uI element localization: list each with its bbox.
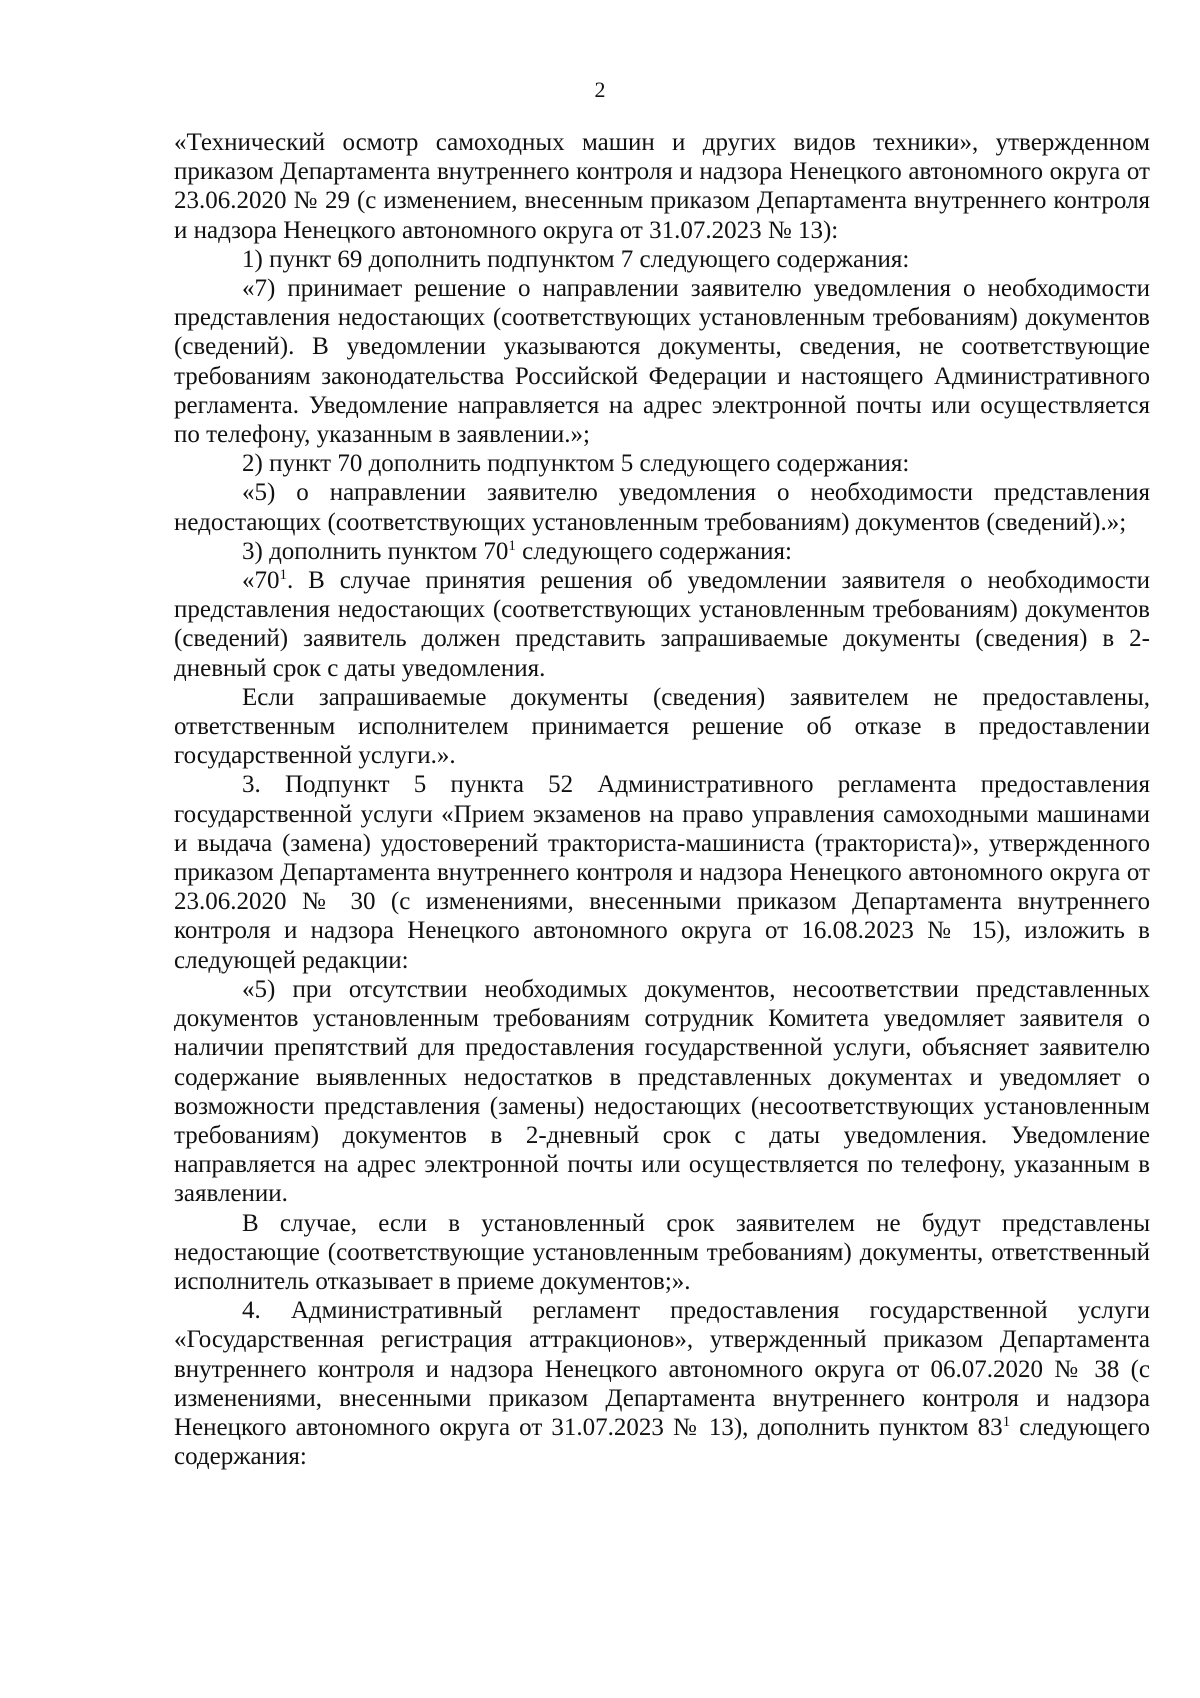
paragraph-text: 4. Административный регламент предоставления государственной услуги «Государственная регистрация аттракционов», утвержденный приказом Департамента внутреннего контроля и надзора Ненецкого автономного округа от 06.07.2020 № 38 (с изменениями, внесенными приказом Департамента внутреннего контроля и надзора Ненецкого автономного округа от 31.07.2023 № 13), дополнить пунктом 83 <box>174 1297 1150 1441</box>
paragraph <box>174 128 1150 245</box>
paragraph-text: В случае, если в установленный срок заявителем не будут представлены недостающие (соответствующие установленным требованиям) документы, ответственный исполнитель отказывает в приеме документов;». <box>174 1209 1150 1295</box>
paragraph <box>174 770 1150 974</box>
superscript: 1 <box>279 567 287 584</box>
paragraph-text: «Технический осмотр самоходных машин и других видов техники», утвержденном приказом Департамента внутреннего контроля и надзора Ненецкого автономного округа от 23.06.2020 № 29 (с изменением, внесенным приказом Департамента внутреннего контроля и надзора Ненецкого автономного округа от 31.07.2023 № 13): <box>174 129 1150 244</box>
paragraph <box>174 478 1150 536</box>
page-number: 2 <box>594 77 606 102</box>
paragraph-text: следующего содержания: <box>515 537 792 565</box>
document-body <box>174 128 1150 1471</box>
paragraph-text: 3. Подпункт 5 пункта 52 Административного регламента предоставления государственной услуги «Прием экзаменов на право управления самоходными машинами и выдача (замена) удостоверений тракториста-машиниста (тракториста)», утвержденного приказом Департамента внутреннего контроля и надзора Ненецкого автономного округа от 23.06.2020 № 30 (с изменениями, внесенными приказом Департамента внутреннего контроля и надзора Ненецкого автономного округа от 16.08.2023 № 15), изложить в следующей редакции: <box>174 771 1150 974</box>
paragraph <box>174 245 1150 274</box>
paragraph <box>174 683 1150 771</box>
paragraph-text: 2) пункт 70 дополнить подпунктом 5 следующего содержания: <box>242 450 910 478</box>
paragraph-text: 1) пункт 69 дополнить подпунктом 7 следующего содержания: <box>242 245 910 273</box>
paragraph <box>174 1209 1150 1297</box>
paragraph-text: «5) при отсутствии необходимых документов, несоответствии представленных документов установленным требованиям сотрудник Комитета уведомляет заявителя о наличии препятствий для предоставления государственной услуги, объясняет заявителю содержание выявленных недостатков в представленных документах и уведомляет о возможности представления (замены) недостающих (несоответствующих установленным требованиям) документов в 2-дневный срок с даты уведомления. Уведомление направляется на адрес электронной почты или осуществляется по телефону, указанным в заявлении. <box>174 975 1150 1208</box>
paragraph <box>174 1296 1150 1471</box>
paragraph <box>174 274 1150 449</box>
paragraph-text: «5) о направлении заявителю уведомления о необходимости представления недостающих (соответствующих установленным требованиям) документов (сведений).»; <box>174 479 1150 536</box>
paragraph-text: «7) принимает решение о направлении заявителю уведомления о необходимости представления недостающих (соответствующих установленным требованиям) документов (сведений). В уведомлении указываются документы, сведения, не соответствующие требованиям законодательства Российской Федерации и настоящего Административного регламента. Уведомление направляется на адрес электронной почты или осуществляется по телефону, указанным в заявлении.»; <box>174 275 1150 449</box>
superscript: 1 <box>1002 1413 1011 1430</box>
paragraph-text: Если запрашиваемые документы (сведения) заявителем не предоставлены, ответственным исполнителем принимается решение об отказе в предоставлении государственной услуги.». <box>174 683 1150 770</box>
paragraph <box>174 975 1150 1209</box>
paragraph <box>174 449 1150 478</box>
paragraph-text: 3) дополнить пунктом 70 <box>242 537 509 565</box>
paragraph-text: следующего содержания: <box>174 1413 1150 1471</box>
paragraph <box>174 537 1150 566</box>
paragraph <box>174 566 1150 683</box>
paragraph-text: «70 <box>242 567 280 595</box>
superscript: 1 <box>508 537 516 554</box>
paragraph-text: . В случае принятия решения об уведомлении заявителя о необходимости представления недостающих (соответствующих установленным требованиям) документов (сведений) заявитель должен представить запрашиваемые документы (сведения) в 2-дневный срок с даты уведомления. <box>174 567 1150 682</box>
